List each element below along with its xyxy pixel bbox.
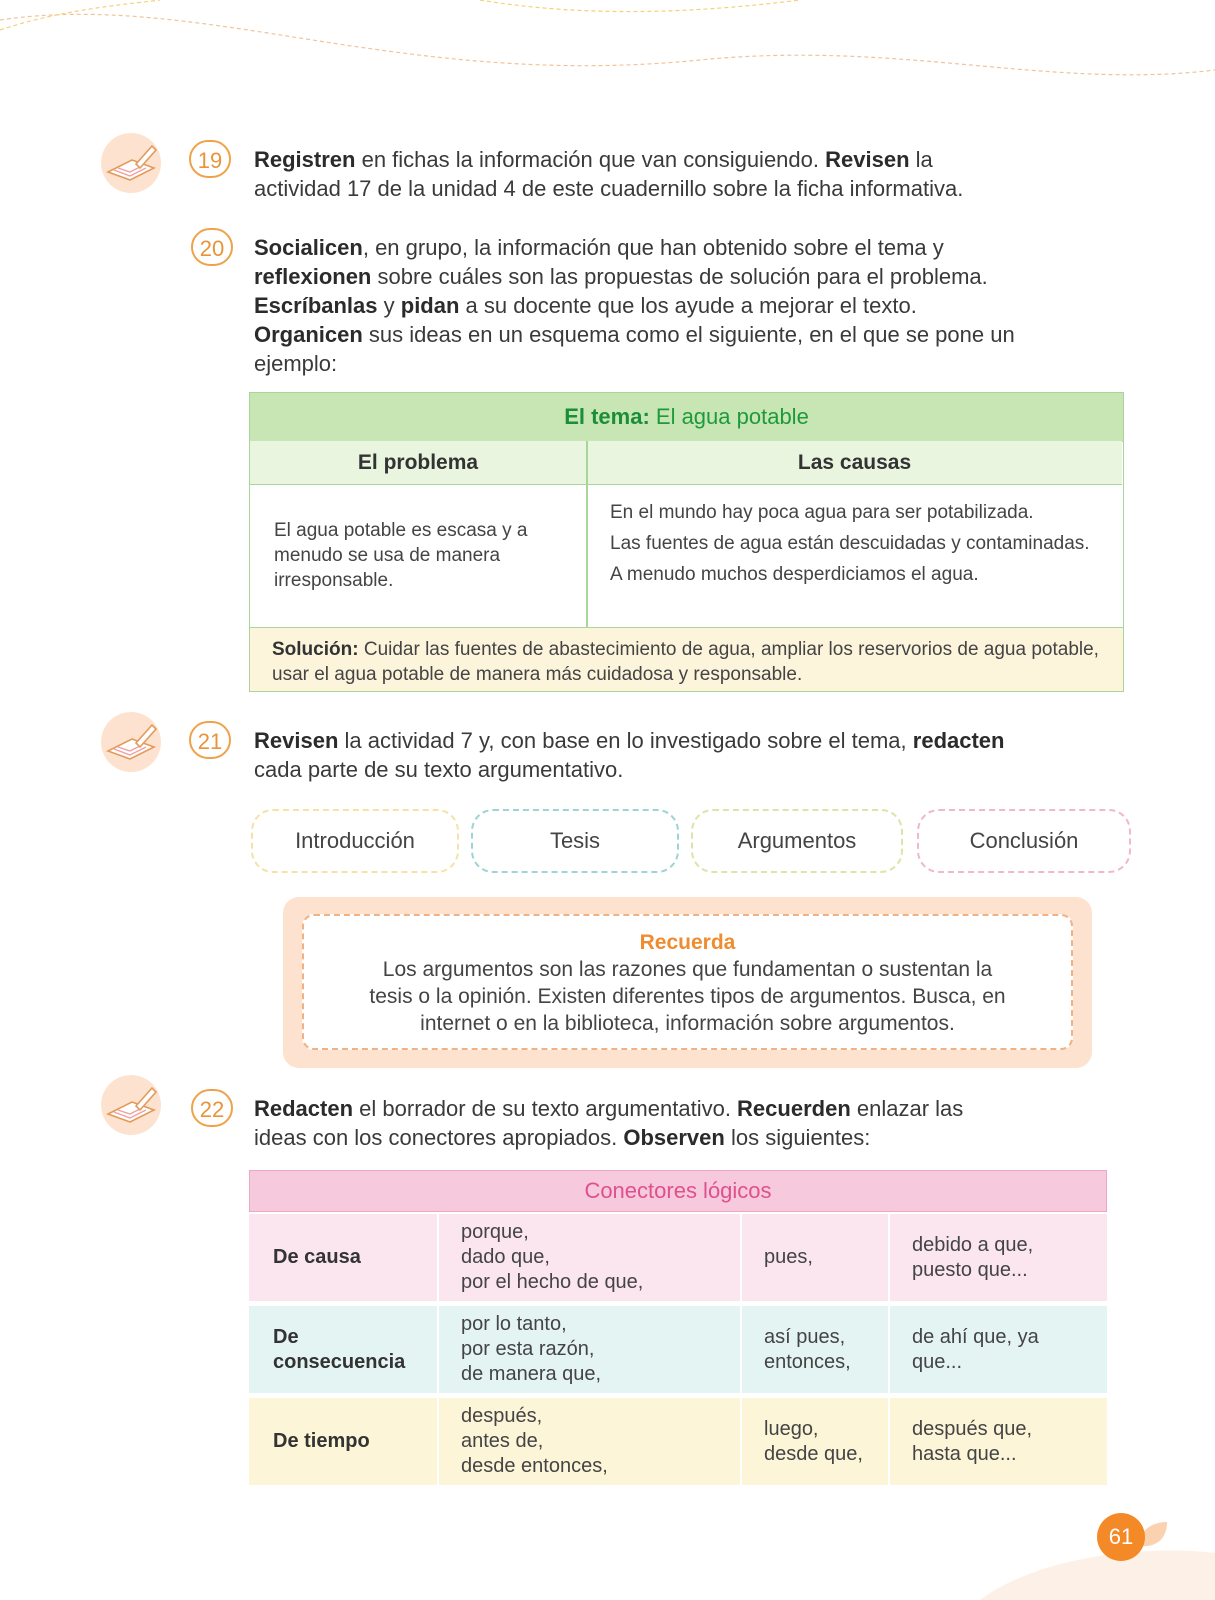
recuerda-line: internet o en la biblioteca, información sobre argumentos. bbox=[420, 1012, 955, 1035]
table-divider bbox=[740, 1214, 742, 1301]
column-header-causes: Las causas bbox=[587, 441, 1122, 485]
connector-cell: después, antes de, desde entonces, bbox=[461, 1405, 608, 1477]
part-argumentos: Argumentos bbox=[691, 809, 903, 873]
table-row bbox=[249, 1214, 1107, 1301]
cause-item: Las fuentes de agua están descuidadas y contaminadas. bbox=[610, 533, 1090, 554]
recuerda-box bbox=[302, 914, 1073, 1050]
table-row bbox=[249, 1398, 1107, 1485]
connector-cell: luego, desde que, bbox=[764, 1417, 863, 1465]
table-divider bbox=[437, 1306, 439, 1393]
decorative-wave-lines bbox=[0, 0, 1215, 110]
cause-item: En el mundo hay poca agua para ser potabilizada. bbox=[610, 502, 1034, 523]
table-divider bbox=[888, 1306, 890, 1393]
part-conclusion: Conclusión bbox=[917, 809, 1131, 873]
part-introduccion: Introducción bbox=[251, 809, 459, 873]
causes-cell bbox=[610, 484, 1110, 627]
theme-table bbox=[249, 392, 1124, 692]
page-number: 61 bbox=[1097, 1513, 1145, 1561]
write-activity-icon bbox=[100, 1074, 162, 1136]
table-divider bbox=[740, 1306, 742, 1393]
connector-cell: por lo tanto, por esta razón, de manera que, bbox=[461, 1313, 602, 1385]
recuerda-line: Los argumentos son las razones que fundamentan o sustentan la bbox=[382, 958, 993, 981]
row-label: De causa bbox=[273, 1246, 361, 1268]
connectors-table-title: Conectores lógicos bbox=[249, 1170, 1107, 1212]
activity-22-text: Redacten el borrador de su texto argumentativo. Recuerden enlazar las ideas con los conectores apropiados. Observen los siguientes: bbox=[254, 1096, 964, 1150]
problem-cell: El agua potable es escasa y a menudo se usa de manera irresponsable. bbox=[274, 520, 528, 591]
row-label: De tiempo bbox=[273, 1430, 370, 1452]
column-header-problem: El problema bbox=[250, 441, 586, 485]
activity-19-text bbox=[254, 145, 1134, 203]
table-divider bbox=[437, 1214, 439, 1301]
solution-row: Solución: Cuidar las fuentes de abastecimiento de agua, ampliar los reservorios de agua potable, usar el agua potable de manera más cuidadosa y responsable. bbox=[250, 627, 1123, 691]
table-divider bbox=[740, 1398, 742, 1485]
theme-table-title: El tema: El agua potable bbox=[250, 393, 1123, 442]
table-divider bbox=[437, 1398, 439, 1485]
decorative-corner-shape bbox=[980, 1545, 1215, 1600]
part-tesis: Tesis bbox=[471, 809, 679, 873]
connector-cell: de ahí que, ya que... bbox=[912, 1325, 1039, 1373]
table-divider bbox=[888, 1214, 890, 1301]
activity-19-line2: actividad 17 de la unidad 4 de este cuadernillo sobre la ficha informativa. bbox=[254, 176, 964, 201]
connector-cell: así pues, entonces, bbox=[764, 1325, 851, 1373]
activity-19-line1: Registren en fichas la información que van consiguiendo. Revisen la bbox=[254, 147, 933, 172]
cause-item: A menudo muchos desperdiciamos el agua. bbox=[610, 564, 979, 585]
recuerda-title: Recuerda bbox=[639, 931, 736, 954]
table-divider bbox=[888, 1398, 890, 1485]
connector-cell: porque, dado que, por el hecho de que, bbox=[461, 1221, 644, 1293]
activity-number: 19 bbox=[189, 140, 231, 178]
write-activity-icon bbox=[100, 711, 162, 773]
connector-cell: debido a que, puesto que... bbox=[912, 1233, 1034, 1281]
activity-21-text: Revisen la actividad 7 y, con base en lo investigado sobre el tema, redacten cada parte de su texto argumentativo. bbox=[254, 728, 1005, 782]
activity-number: 21 bbox=[189, 721, 231, 759]
write-activity-icon bbox=[100, 132, 162, 194]
activity-number: 22 bbox=[191, 1089, 233, 1127]
row-label: De consecuencia bbox=[273, 1325, 406, 1373]
activity-number: 20 bbox=[191, 228, 233, 266]
activity-20-text: Socialicen, en grupo, la información que han obtenido sobre el tema y reflexionen sobre cuáles son las propuestas de solución para el problema. Escríbanlas y pidan a su docente que los ayude a mejorar el texto. Organicen sus ideas en un esquema como el siguiente, en el que se pone un ejemplo: bbox=[254, 235, 1015, 376]
table-divider bbox=[586, 441, 588, 627]
recuerda-line: tesis o la opinión. Existen diferentes tipos de argumentos. Busca, en bbox=[369, 985, 1006, 1008]
connector-cell: pues, bbox=[764, 1246, 813, 1268]
connector-cell: después que, hasta que... bbox=[912, 1417, 1033, 1465]
table-row bbox=[249, 1306, 1107, 1393]
